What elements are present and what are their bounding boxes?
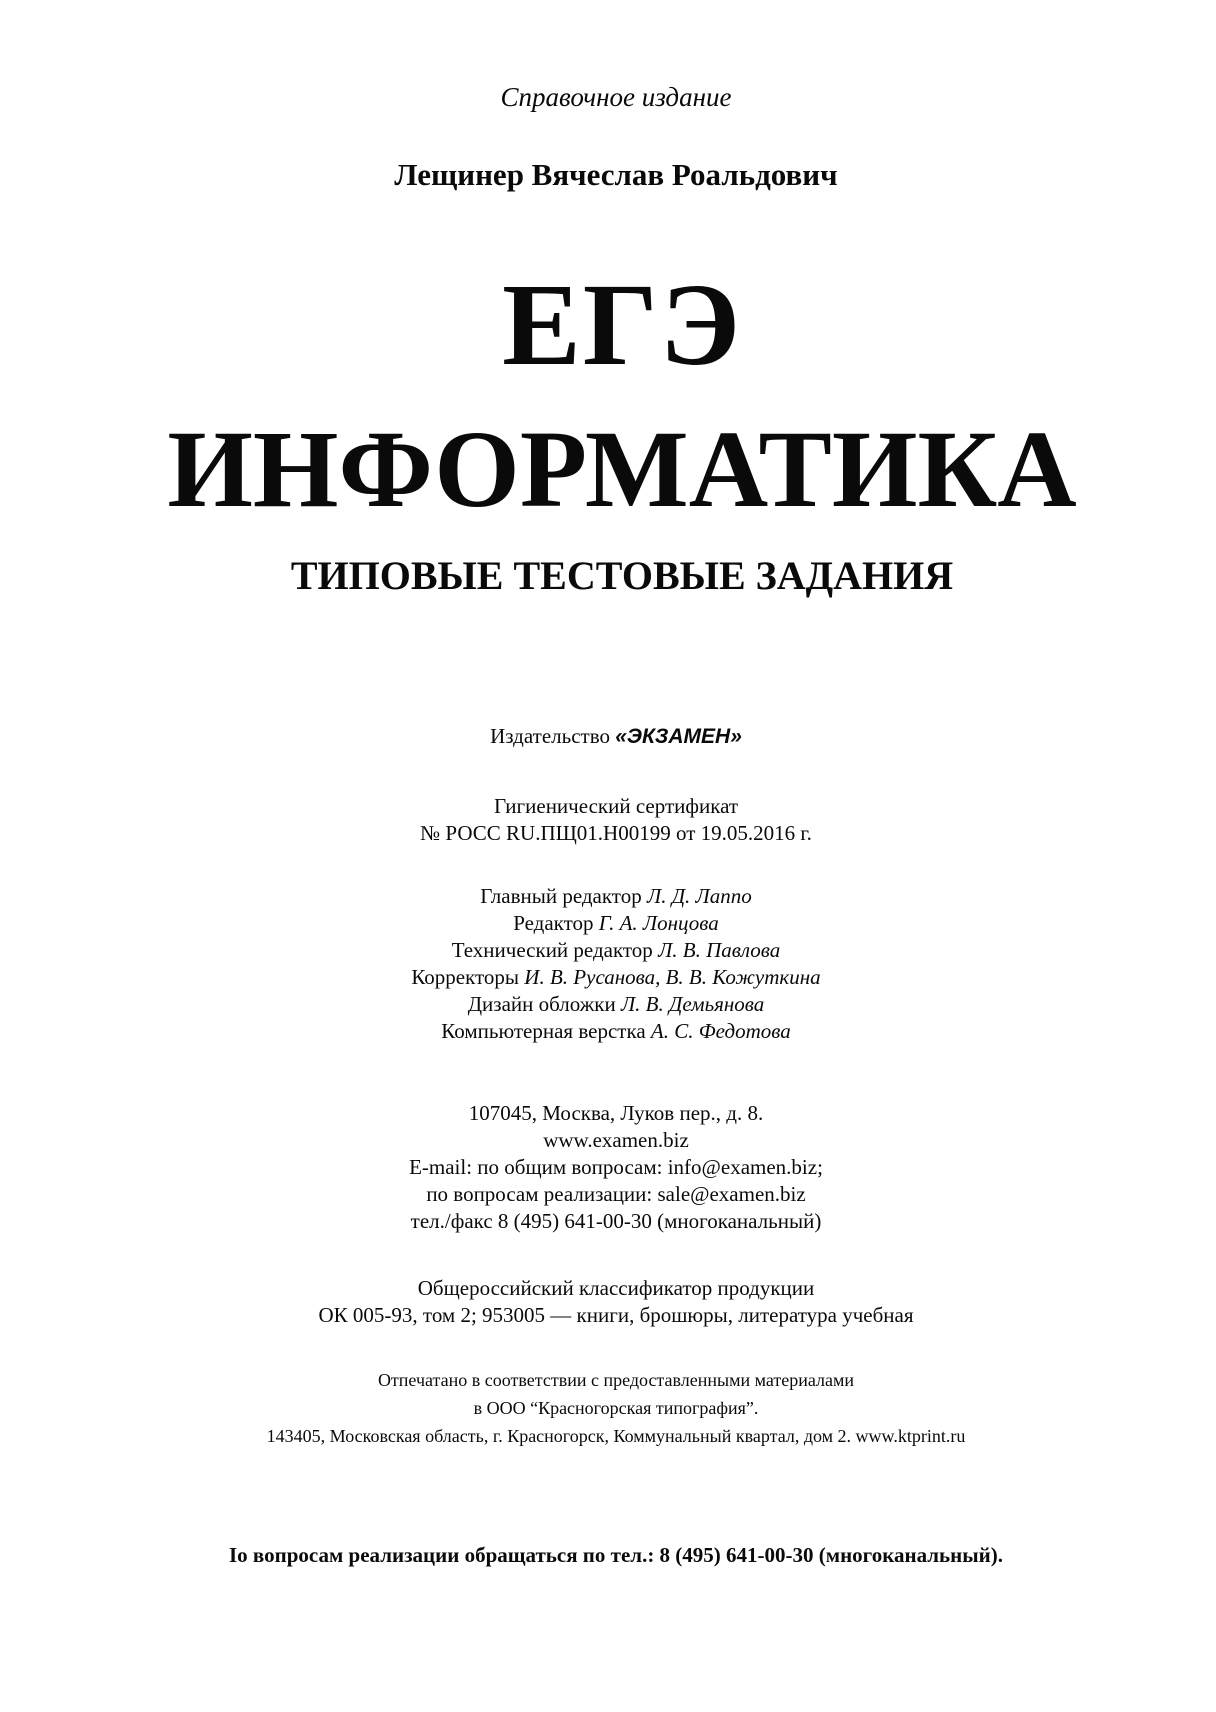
author-name: Лещинер Вячеслав Роальдович [394,157,838,192]
certificate-number: № РОСС RU.ПЩ01.H00199 от 19.05.2016 г. [420,821,812,845]
staff-row [8,1018,1216,1045]
staff-role: Дизайн обложки [467,992,616,1016]
publisher-contacts [0,1100,1216,1235]
sales-contact-note: Іо вопросам реализации обращаться по тел.: 8 (495) 641-00-30 (многоканальный). [229,1543,1003,1567]
staff-name: А. С. Федотова [650,1019,791,1043]
printing-info [0,1366,1216,1450]
publisher [0,724,1216,749]
staff-role: Редактор [513,911,594,935]
subtitle: ТИПОВЫЕ ТЕСТОВЫЕ ЗАДАНИЯ [290,553,954,598]
printing-line-1: Отпечатано в соответствии с предоставленными материалами [377,1370,855,1390]
staff-name: Л. В. Демьянова [620,992,765,1016]
staff-name: Л. Д. Лаппо [646,884,752,908]
staff-name: Г. А. Лонцова [598,911,719,935]
staff-role: Главный редактор [480,884,642,908]
staff-name: Л. В. Павлова [658,938,781,962]
address: 107045, Москва, Луков пер., д. 8. [468,1101,764,1125]
email-general: E-mail: по общим вопросам: info@examen.biz; [409,1155,823,1179]
staff-row [8,937,1216,964]
staff-row [8,883,1216,910]
printing-line-2: в ООО “Красногорская типография”. [473,1398,759,1418]
certificate-title: Гигиенический сертификат [493,794,739,818]
classifier-code: ОК 005-93, том 2; 953005 — книги, брошюры, литература учебная [318,1303,914,1327]
edition-type: Справочное издание [500,82,732,112]
website-link: www.examen.biz [543,1128,689,1152]
publisher-label: Издательство [490,724,610,748]
staff-name: И. В. Русанова, В. В. Кожуткина [524,965,821,989]
title-subject: ИНФОРМАТИКА [167,408,1077,530]
staff-role: Компьютерная верстка [441,1019,646,1043]
editorial-staff [0,883,1216,1045]
classifier-title: Общероссийский классификатор продукции [417,1276,815,1300]
hygiene-certificate [0,793,1216,847]
product-classifier [0,1275,1216,1329]
phone-fax: тел./факс 8 (495) 641-00-30 (многоканальный) [410,1209,822,1233]
email-sales: по вопросам реализации: sale@examen.biz [426,1182,806,1206]
staff-row [8,910,1216,937]
staff-role: Корректоры [411,965,520,989]
staff-row [8,991,1216,1018]
staff-row [8,964,1216,991]
title-exam: ЕГЭ [502,259,742,390]
staff-role: Технический редактор [451,938,653,962]
publisher-name: «ЭКЗАМЕН» [615,725,742,748]
printing-line-3: 143405, Московская область, г. Красногорск, Коммунальный квартал, дом 2. www.ktprint.ru [266,1426,966,1446]
